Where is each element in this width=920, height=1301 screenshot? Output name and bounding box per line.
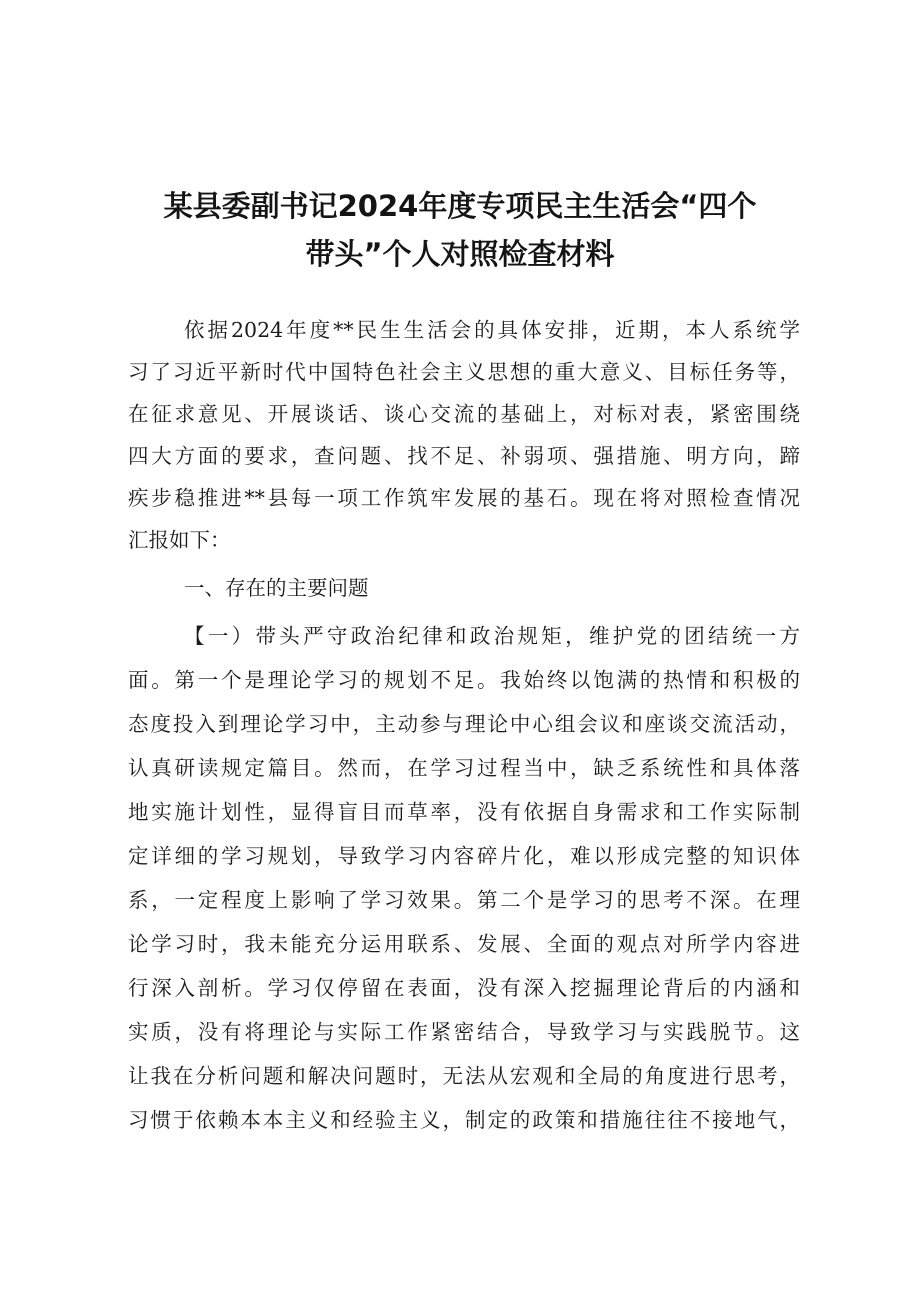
section-heading: 一、存在的主要问题 [184,576,369,600]
text-line: 系，一定程度上影响了学习效果。第二个是学习的思考不深。在理 [128,888,800,912]
document-title-line-2: 带头”个人对照检查材料 [305,237,615,271]
text-line: 地实施计划性，显得盲目而草率，没有依据自身需求和工作实际制 [128,800,800,824]
text-line: 习了习近平新时代中国特色社会主义思想的重大意义、目标任务等， [128,360,800,384]
text-line: 行深入剖析。学习仅停留在表面，没有深入挖掘理论背后的内涵和 [128,976,800,1000]
text-line: 依据2024年度**民生生活会的具体安排，近期，本人系统学 [184,318,800,342]
text-line: 态度投入到理论学习中，主动参与理论中心组会议和座谈交流活动， [128,712,800,736]
document-title-line-1: 某县委副书记2024年度专项民主生活会“四个 [163,189,757,223]
text-line: 四大方面的要求，查问题、找不足、补弱项、强措施、明方向，蹄 [128,444,800,468]
text-line: 面。第一个是理论学习的规划不足。我始终以饱满的热情和积极的 [128,668,800,692]
text-line: 【一）带头严守政治纪律和政治规矩，维护党的团结统一方 [184,624,800,648]
text-line: 习惯于依赖本本主义和经验主义，制定的政策和措施往往不接地气， [128,1108,800,1132]
text-line: 在征求意见、开展谈话、谈心交流的基础上，对标对表，紧密围绕 [128,402,800,426]
text-line: 让我在分析问题和解决问题时，无法从宏观和全局的角度进行思考， [128,1064,800,1088]
text-line: 论学习时，我未能充分运用联系、发展、全面的观点对所学内容进 [128,932,800,956]
text-line: 疾步稳推进**县每一项工作筑牢发展的基石。现在将对照检查情况 [128,486,800,510]
text-line: 汇报如下： [128,528,231,552]
text-line: 定详细的学习规划，导致学习内容碎片化，难以形成完整的知识体 [128,844,800,868]
text-line: 认真研读规定篇目。然而，在学习过程当中，缺乏系统性和具体落 [128,756,800,780]
text-line: 实质，没有将理论与实际工作紧密结合，导致学习与实践脱节。这 [128,1020,800,1044]
